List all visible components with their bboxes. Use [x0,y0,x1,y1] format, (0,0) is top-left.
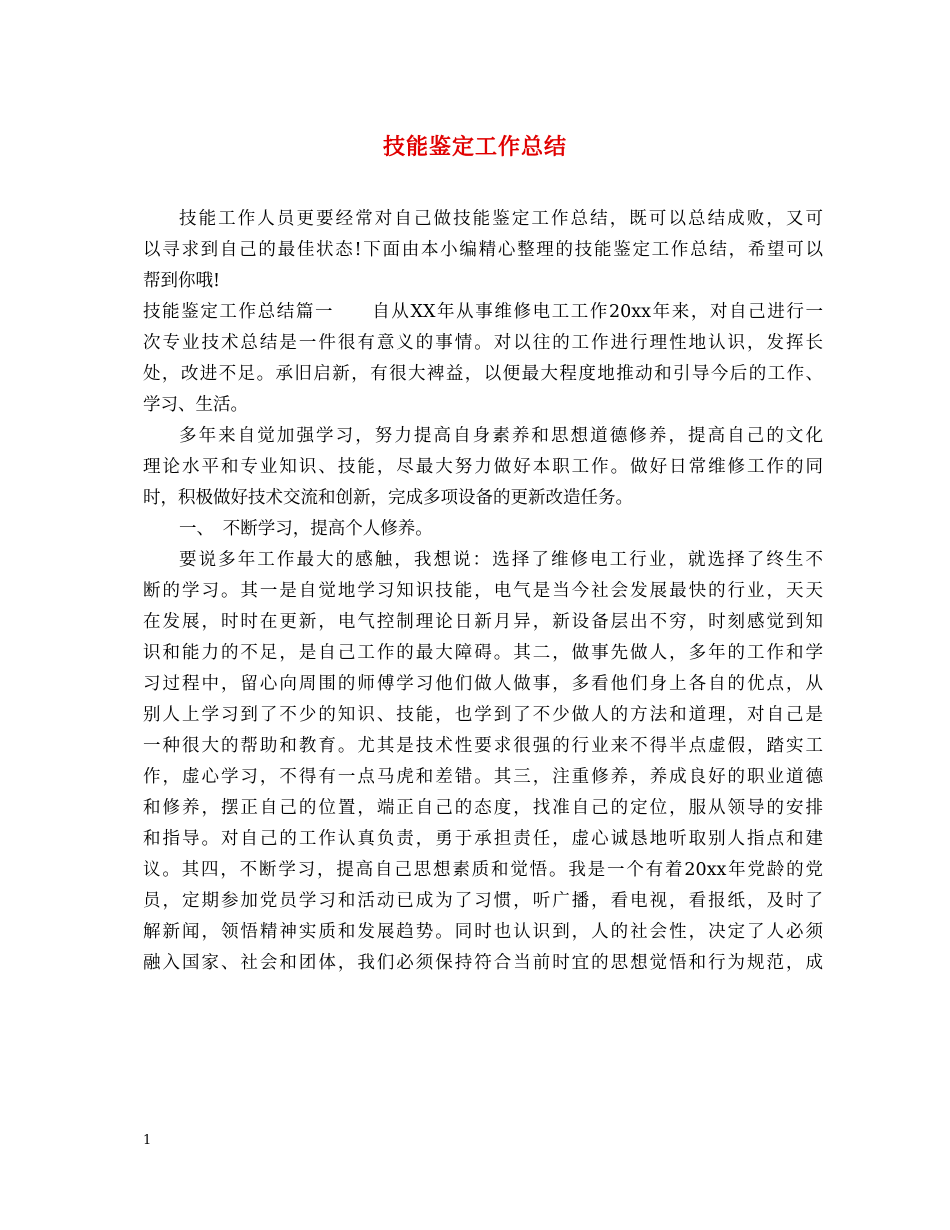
document-title: 技能鉴定工作总结 [382,135,567,160]
text-line: 时，积极做好技术交流和创新，完成多项设备的更新改造任务。 [143,488,633,508]
text-line: 一种很大的帮助和教育。尤其是技术性要求很强的行业来不得半点虚假，踏实工 [143,736,823,756]
document-body [143,204,823,979]
text-line: 别人上学习到了不少的知识、技能，也学到了不少做人的方法和道理，对自己是 [143,705,823,725]
page-number: 1 [143,1133,152,1148]
text-line: 技能工作人员更要经常对自己做技能鉴定工作总结，既可以总结成败，又可 [179,209,823,229]
text-line: 多年来自觉加强学习，努力提高自身素养和思想道德修养，提高自己的文化 [179,426,823,446]
text-line: 技能鉴定工作总结篇一 自从XX年从事维修电工工作20xx年来，对自己进行一 [143,302,823,322]
text-line: 要说多年工作最大的感触，我想说：选择了维修电工行业，就选择了终生不 [179,550,823,570]
text-line: 次专业技术总结是一件很有意义的事情。对以往的工作进行理性地认识，发挥长 [143,333,823,353]
text-line: 和修养，摆正自己的位置，端正自己的态度，找准自己的定位，服从领导的安排 [143,798,823,818]
text-line: 融入国家、社会和团体，我们必须保持符合当前时宜的思想觉悟和行为规范，成 [143,953,823,973]
text-line: 习过程中，留心向周围的师傅学习他们做人做事，多看他们身上各自的优点，从 [143,674,823,694]
text-line: 帮到你哦! [143,271,221,291]
text-line: 在发展，时时在更新，电气控制理论日新月异，新设备层出不穷，时刻感觉到知 [143,612,823,632]
text-line: 处，改进不足。承旧启新，有很大裨益，以便最大程度地推动和引导今后的工作、 [143,364,823,384]
text-line: 理论水平和专业知识、技能，尽最大努力做好本职工作。做好日常维修工作的同 [143,457,823,477]
text-line: 议。其四，不断学习，提高自己思想素质和觉悟。我是一个有着20xx年党龄的党 [143,860,823,880]
text-line: 和指导。对自己的工作认真负责，勇于承担责任，虚心诚恳地听取别人指点和建 [143,829,823,849]
text-line: 作，虚心学习，不得有一点马虎和差错。其三，注重修养，养成良好的职业道德 [143,767,823,787]
text-line: 员，定期参加党员学习和活动已成为了习惯，听广播，看电视，看报纸，及时了 [143,891,823,911]
text-line: 识和能力的不足，是自己工作的最大障碍。其二，做事先做人，多年的工作和学 [143,643,823,663]
text-line: 学习、生活。 [143,395,248,415]
text-line: 断的学习。其一是自觉地学习知识技能，电气是当今社会发展最快的行业，天天 [143,581,823,601]
text-line: 解新闻，领悟精神实质和发展趋势。同时也认识到，人的社会性，决定了人必须 [143,922,823,942]
text-line: 一、 不断学习，提高个人修养。 [179,519,433,539]
text-line: 以寻求到自己的最佳状态!下面由本小编精心整理的技能鉴定工作总结，希望可以 [143,240,823,260]
